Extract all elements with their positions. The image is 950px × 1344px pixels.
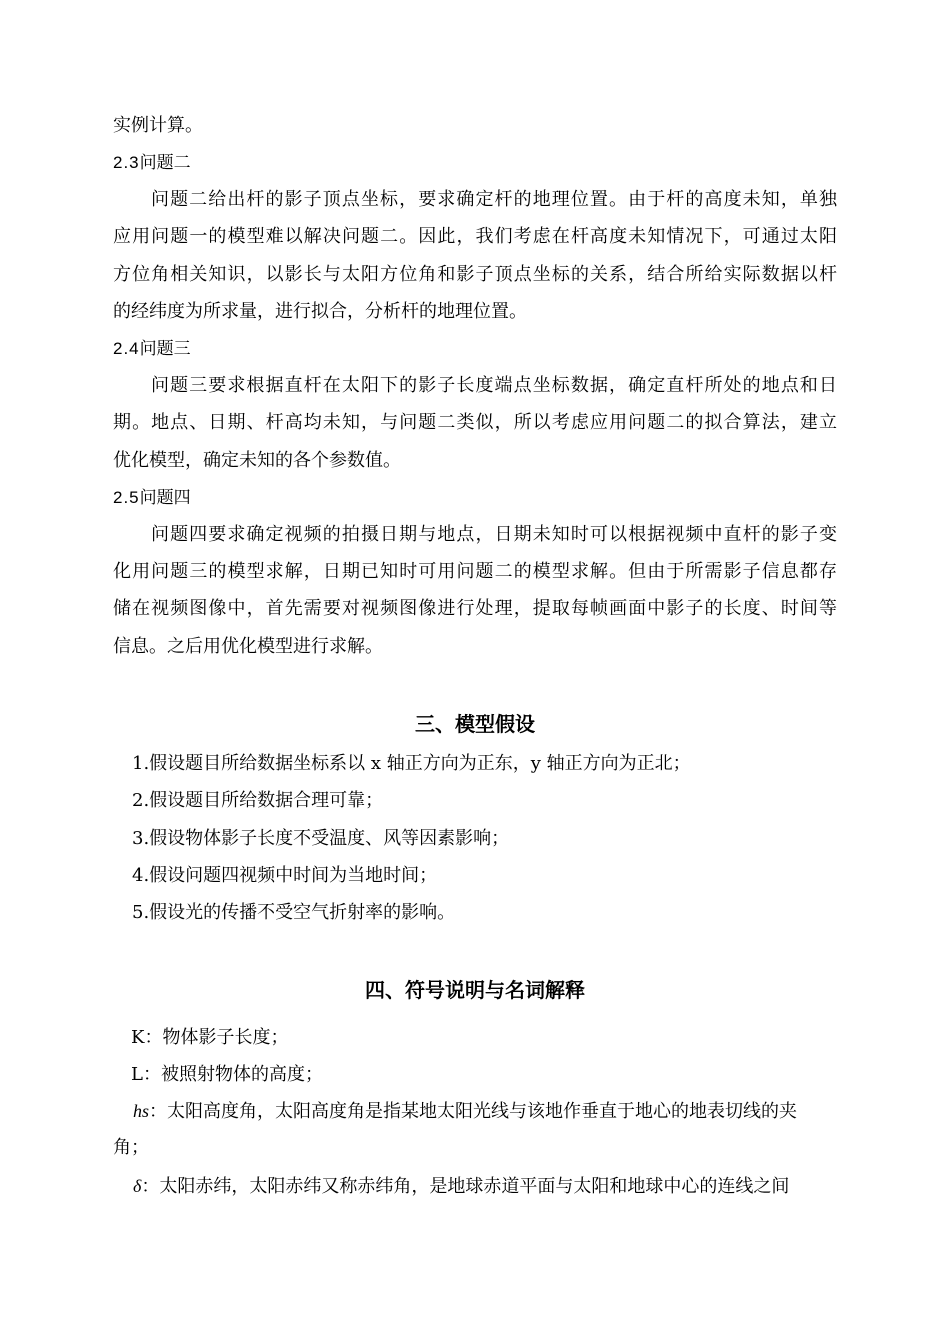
section-2-5-heading xyxy=(113,486,837,510)
symbol: δ xyxy=(133,1176,142,1196)
section-2-4-heading xyxy=(113,337,837,361)
paragraph-line: 应用问题一的模型难以解决问题二。因此，我们考虑在杆高度未知情况下，可通过太阳 xyxy=(113,226,837,247)
paragraph-line: 方位角相关知识，以影长与太阳方位角和影子顶点坐标的关系，结合所给实际数据以杆 xyxy=(113,264,837,285)
symbol: hs xyxy=(133,1101,150,1121)
paragraph-line: 储在视频图像中，首先需要对视频图像进行处理，提取每帧画面中影子的长度、时间等 xyxy=(113,598,837,619)
paragraph-line: 问题三要求根据直杆在太阳下的影子长度端点坐标数据，确定直杆所处的地点和日 xyxy=(151,375,837,396)
assumption-item: 5.假设光的传播不受空气折射率的影响。 xyxy=(132,902,456,923)
assumption-item: 3.假设物体影子长度不受温度、风等因素影响； xyxy=(132,828,510,849)
section-4-heading: 四、符号说明与名词解释 xyxy=(365,978,585,1002)
assumption-item: 2.假设题目所给数据合理可靠； xyxy=(132,790,384,811)
symbol: K xyxy=(131,1027,145,1048)
section-number: 2.5 xyxy=(113,488,140,507)
paragraph-line: 信息。之后用优化模型进行求解。 xyxy=(113,636,383,657)
paragraph-line: 问题四要求确定视频的拍摄日期与地点，日期未知时可以根据视频中直杆的影子变 xyxy=(151,524,837,545)
symbol: L xyxy=(131,1064,143,1085)
section-title: 问题二 xyxy=(139,153,191,173)
paragraph-line: 期。地点、日期、杆高均未知，与问题二类似，所以考虑应用问题二的拟合算法，建立 xyxy=(113,412,837,433)
assumption-item: 4.假设问题四视频中时间为当地时间； xyxy=(132,865,438,886)
paragraph-line: 问题二给出杆的影子顶点坐标，要求确定杆的地理位置。由于杆的高度未知，单独 xyxy=(151,189,837,210)
section-number: 2.3 xyxy=(113,153,140,172)
section-number: 2.4 xyxy=(113,339,140,358)
symbol-desc-continued: 角； xyxy=(113,1137,149,1158)
intro-tail-text: 实例计算。 xyxy=(113,115,203,136)
symbol-desc: ：太阳赤纬，太阳赤纬又称赤纬角，是地球赤道平面与太阳和地球中心的连线之间 xyxy=(141,1176,790,1197)
section-title: 问题三 xyxy=(139,339,191,359)
symbol-entry-k xyxy=(131,1026,831,1050)
symbol-entry-delta xyxy=(133,1174,837,1199)
section-title: 问题四 xyxy=(139,488,191,508)
section-2-3-heading xyxy=(113,151,837,175)
paragraph-line: 化用问题三的模型求解，日期已知时可用问题二的模型求解。但由于所需影子信息都存 xyxy=(113,561,837,582)
assumption-item: 1.假设题目所给数据坐标系以 x 轴正方向为正东，y 轴正方向为正北； xyxy=(132,753,691,774)
paragraph-line: 优化模型，确定未知的各个参数值。 xyxy=(113,450,401,471)
symbol-entry-hs xyxy=(133,1099,837,1124)
section-3-heading: 三、模型假设 xyxy=(415,712,535,736)
symbol-desc: ：物体影子长度； xyxy=(144,1027,289,1048)
symbol-desc: ：太阳高度角，太阳高度角是指某地太阳光线与该地作垂直于地心的地表切线的夹 xyxy=(149,1101,798,1122)
symbol-desc: ：被照射物体的高度； xyxy=(142,1064,323,1085)
symbol-entry-l xyxy=(131,1063,831,1087)
paragraph-line: 的经纬度为所求量，进行拟合，分析杆的地理位置。 xyxy=(113,301,527,322)
